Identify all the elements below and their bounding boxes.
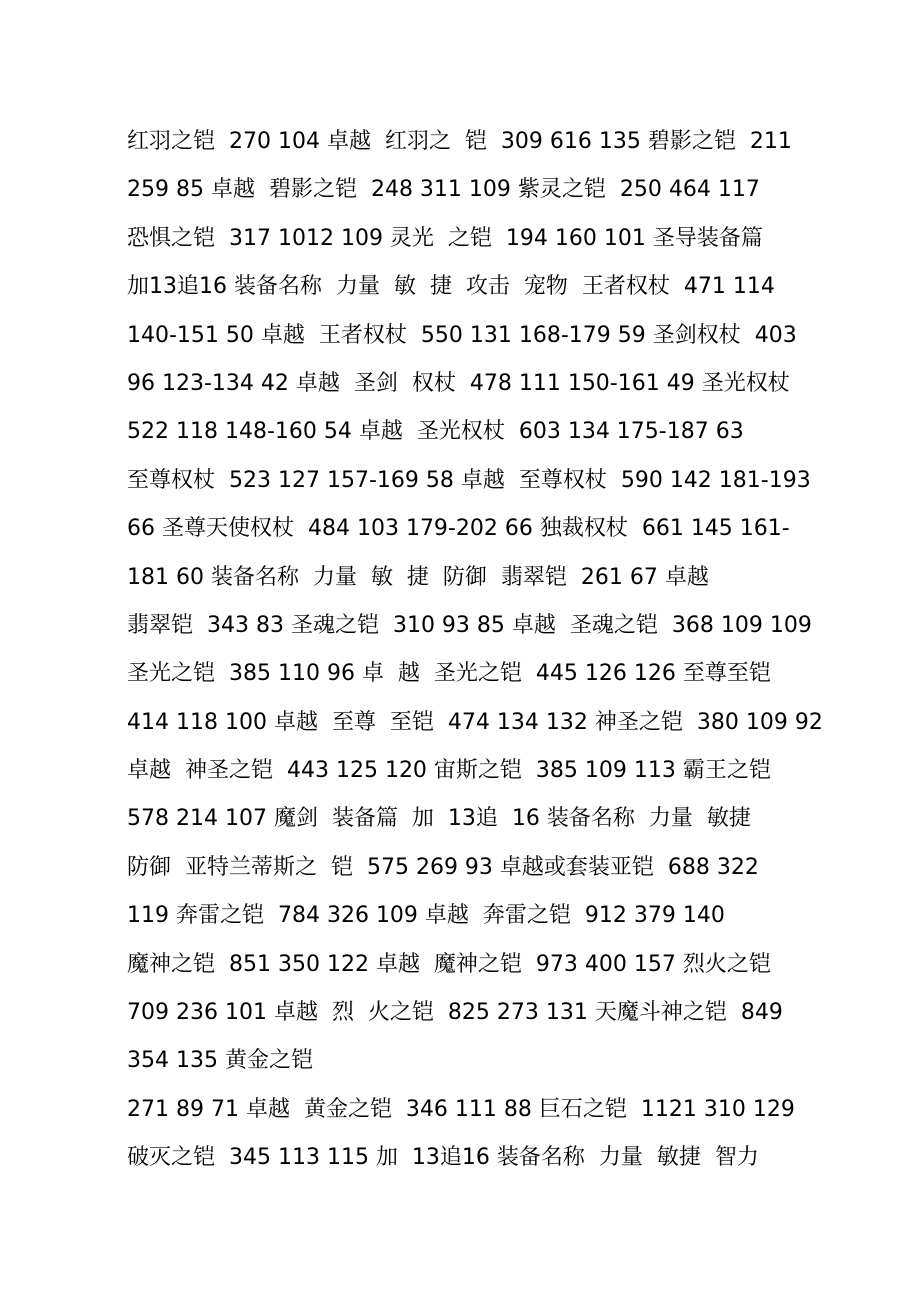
- text-line-4: 加13追16 装备名称 力量 敏 捷 攻击 宠物 王者权杖 471 114: [127, 274, 775, 300]
- text-line-11: 翡翠铠 343 83 圣魂之铠 310 93 85 卓越 圣魂之铠 368 109 109: [127, 612, 812, 638]
- text-line-7: 522 118 148-160 54 卓越 圣光权杖 603 134 175-187 63: [127, 419, 744, 445]
- text-line-12: 圣光之铠 385 110 96 卓 越 圣光之铠 445 126 126 至尊至铠: [127, 661, 771, 687]
- text-line-17: 119 奔雷之铠 784 326 109 卓越 奔雷之铠 912 379 140: [127, 903, 725, 929]
- text-line-14: 卓越 神圣之铠 443 125 120 宙斯之铠 385 109 113 霸王之铠: [127, 758, 771, 784]
- text-line-6: 96 123-134 42 卓越 圣剑 权杖 478 111 150-161 49 圣光权杖: [127, 370, 790, 396]
- equipment-text-block: [127, 118, 827, 1183]
- text-line-18: 魔神之铠 851 350 122 卓越 魔神之铠 973 400 157 烈火之铠: [127, 951, 771, 977]
- text-line-1: 红羽之铠 270 104 卓越 红羽之 铠 309 616 135 碧影之铠 211: [127, 129, 792, 154]
- text-line-9: 66 圣尊天使权杖 484 103 179-202 66 独裁权杖 661 145 161-: [127, 516, 790, 542]
- text-line-21: 271 89 71 卓越 黄金之铠 346 111 88 巨石之铠 1121 310 129: [127, 1096, 795, 1122]
- text-line-20: 354 135 黄金之铠: [127, 1048, 313, 1074]
- text-line-19: 709 236 101 卓越 烈 火之铠 825 273 131 天魔斗神之铠 849: [127, 1000, 783, 1026]
- text-line-22: 破灭之铠 345 113 115 加 13追16 装备名称 力量 敏捷 智力: [127, 1145, 759, 1171]
- text-line-13: 414 118 100 卓越 至尊 至铠 474 134 132 神圣之铠 380 109 92: [127, 709, 823, 735]
- text-line-5: 140-151 50 卓越 王者权杖 550 131 168-179 59 圣剑权杖 403: [127, 322, 797, 348]
- text-line-16: 防御 亚特兰蒂斯之 铠 575 269 93 卓越或套装亚铠 688 322: [127, 854, 759, 880]
- text-line-2: 259 85 卓越 碧影之铠 248 311 109 紫灵之铠 250 464 117: [127, 177, 760, 203]
- text-line-3: 恐惧之铠 317 1012 109 灵光 之铠 194 160 101 圣导装备篇: [127, 225, 763, 251]
- text-line-15: 578 214 107 魔剑 装备篇 加 13追 16 装备名称 力量 敏捷: [127, 806, 751, 832]
- text-line-8: 至尊权杖 523 127 157-169 58 卓越 至尊权杖 590 142 181-193: [127, 467, 811, 493]
- text-line-10: 181 60 装备名称 力量 敏 捷 防御 翡翠铠 261 67 卓越: [127, 564, 709, 590]
